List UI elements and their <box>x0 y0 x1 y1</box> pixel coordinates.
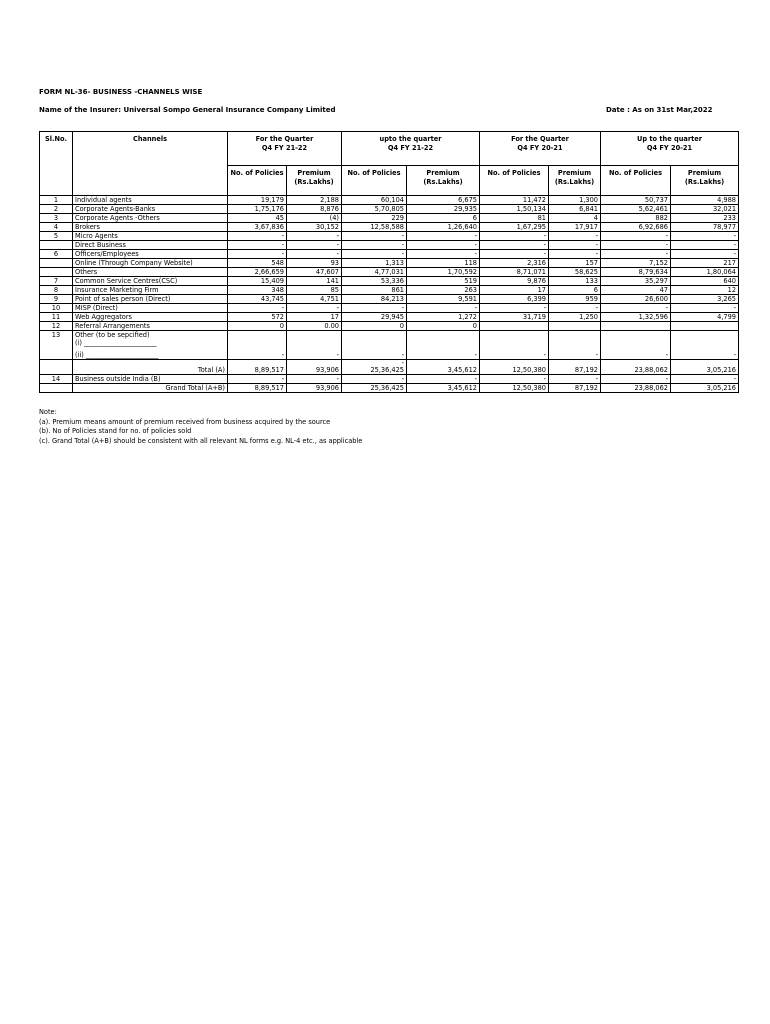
value-cell <box>601 322 671 331</box>
table-row <box>40 286 739 295</box>
value-cell <box>287 331 342 340</box>
insurer-name: Name of the Insurer: Universal Sompo General Insurance Company Limited <box>39 106 336 114</box>
row-channel: Officers/Employees <box>73 250 228 259</box>
table-row <box>40 223 739 232</box>
value-cell: - <box>342 250 407 259</box>
total-a-label: Total (A) <box>73 366 228 375</box>
value-cell: 47,607 <box>287 268 342 277</box>
row-slno: 2 <box>40 205 73 214</box>
value-cell: 5,62,461 <box>601 205 671 214</box>
value-cell <box>601 339 671 347</box>
sub-header-policies: No. of Policies <box>601 166 671 196</box>
row-channel: Brokers <box>73 223 228 232</box>
value-cell: - <box>287 241 342 250</box>
value-cell: 217 <box>671 259 739 268</box>
value-cell <box>480 339 549 347</box>
value-cell: 0 <box>407 322 480 331</box>
value-cell: 12 <box>671 286 739 295</box>
grand-total-label: Grand Total (A+B) <box>73 384 228 393</box>
value-cell: - <box>228 375 287 384</box>
value-cell <box>671 322 739 331</box>
value-cell <box>549 322 601 331</box>
value-cell: 6 <box>549 286 601 295</box>
row-slno: 6 <box>40 250 73 259</box>
table-row <box>40 375 739 384</box>
value-cell: - <box>228 347 287 360</box>
value-cell: - <box>407 304 480 313</box>
value-cell: 23,88,062 <box>601 384 671 393</box>
value-cell: 93,906 <box>287 384 342 393</box>
row-slno <box>40 366 73 375</box>
value-cell: 0.00 <box>287 322 342 331</box>
table-row <box>40 196 739 205</box>
value-cell: 6,841 <box>549 205 601 214</box>
period-header-2: For the Quarter Q4 FY 20-21 <box>480 132 601 166</box>
value-cell: (4) <box>287 214 342 223</box>
value-cell: 87,192 <box>549 384 601 393</box>
value-cell: 0 <box>342 322 407 331</box>
value-cell: 4,988 <box>671 196 739 205</box>
value-cell: 133 <box>549 277 601 286</box>
value-cell: 19,179 <box>228 196 287 205</box>
value-cell: 32,021 <box>671 205 739 214</box>
value-cell: - <box>342 360 407 367</box>
value-cell: 233 <box>671 214 739 223</box>
value-cell: 1,70,592 <box>407 268 480 277</box>
value-cell: - <box>407 375 480 384</box>
value-cell: 861 <box>342 286 407 295</box>
value-cell: 3,67,836 <box>228 223 287 232</box>
value-cell: 572 <box>228 313 287 322</box>
value-cell: 29,935 <box>407 205 480 214</box>
value-cell: 2,66,659 <box>228 268 287 277</box>
value-cell <box>671 331 739 340</box>
sub-header-policies: No. of Policies <box>342 166 407 196</box>
report-date: Date : As on 31st Mar,2022 <box>606 106 713 114</box>
note-b: (b). No of Policies stand for no. of policies sold <box>39 427 192 435</box>
value-cell: 7,152 <box>601 259 671 268</box>
value-cell: 12,50,380 <box>480 366 549 375</box>
row-slno <box>40 241 73 250</box>
value-cell: 3,265 <box>671 295 739 304</box>
value-cell: 8,89,517 <box>228 366 287 375</box>
value-cell: 8,89,517 <box>228 384 287 393</box>
value-cell: 8,71,071 <box>480 268 549 277</box>
value-cell <box>671 339 739 347</box>
value-cell <box>287 339 342 347</box>
value-cell: 959 <box>549 295 601 304</box>
row-channel: Direct Business <box>73 241 228 250</box>
value-cell: 548 <box>228 259 287 268</box>
value-cell <box>407 331 480 340</box>
value-cell: 4,751 <box>287 295 342 304</box>
value-cell: 519 <box>407 277 480 286</box>
value-cell: - <box>287 232 342 241</box>
value-cell: - <box>671 304 739 313</box>
value-cell: - <box>407 250 480 259</box>
table-row <box>40 304 739 313</box>
row-slno <box>40 259 73 268</box>
value-cell: - <box>601 241 671 250</box>
value-cell <box>342 331 407 340</box>
value-cell: 2,316 <box>480 259 549 268</box>
sub-header-policies: No. of Policies <box>228 166 287 196</box>
value-cell: 640 <box>671 277 739 286</box>
value-cell: 1,26,640 <box>407 223 480 232</box>
value-cell: 263 <box>407 286 480 295</box>
row-channel: Others <box>73 268 228 277</box>
row-channel: Individual agents <box>73 196 228 205</box>
value-cell: 93 <box>287 259 342 268</box>
value-cell: - <box>480 250 549 259</box>
row-channel: Corporate Agents-Banks <box>73 205 228 214</box>
value-cell <box>480 331 549 340</box>
value-cell: 1,67,295 <box>480 223 549 232</box>
value-cell: - <box>671 250 739 259</box>
value-cell: 0 <box>228 322 287 331</box>
value-cell: - <box>287 347 342 360</box>
row-channel: Other (to be sepcified) <box>73 331 228 340</box>
table-row <box>40 250 739 259</box>
row-channel: Point of sales person (Direct) <box>73 295 228 304</box>
value-cell: - <box>549 241 601 250</box>
row-channel: MISP (Direct) <box>73 304 228 313</box>
row-channel: (ii) ______________________ <box>73 347 228 360</box>
value-cell: 35,297 <box>601 277 671 286</box>
table-row <box>40 241 739 250</box>
value-cell: 3,45,612 <box>407 384 480 393</box>
table-row-other <box>40 339 739 347</box>
value-cell: - <box>342 241 407 250</box>
row-slno: 9 <box>40 295 73 304</box>
value-cell: - <box>549 304 601 313</box>
value-cell: - <box>480 375 549 384</box>
value-cell <box>480 322 549 331</box>
row-slno: 13 <box>40 331 73 340</box>
value-cell: - <box>228 241 287 250</box>
period-header-0: For the Quarter Q4 FY 21-22 <box>228 132 342 166</box>
value-cell: - <box>407 241 480 250</box>
value-cell <box>549 339 601 347</box>
sub-header-premium: Premium (Rs.Lakhs) <box>407 166 480 196</box>
col-header-slno: Sl.No. <box>40 132 73 196</box>
value-cell: 1,32,596 <box>601 313 671 322</box>
value-cell: - <box>549 375 601 384</box>
value-cell: 4,799 <box>671 313 739 322</box>
value-cell: 17 <box>480 286 549 295</box>
table-row-other <box>40 331 739 340</box>
value-cell: 85 <box>287 286 342 295</box>
value-cell: 31,719 <box>480 313 549 322</box>
value-cell: 2,188 <box>287 196 342 205</box>
value-cell: 29,945 <box>342 313 407 322</box>
value-cell: 229 <box>342 214 407 223</box>
value-cell: 12,50,380 <box>480 384 549 393</box>
total-a-row <box>40 366 739 375</box>
value-cell: 12,58,588 <box>342 223 407 232</box>
table-row <box>40 268 739 277</box>
value-cell: 78,977 <box>671 223 739 232</box>
header-row-periods <box>40 132 739 166</box>
value-cell: - <box>287 375 342 384</box>
value-cell: 93,906 <box>287 366 342 375</box>
row-channel: Referral Arrangements <box>73 322 228 331</box>
value-cell: 30,152 <box>287 223 342 232</box>
value-cell: - <box>480 241 549 250</box>
value-cell: 11,472 <box>480 196 549 205</box>
value-cell: - <box>601 304 671 313</box>
row-slno: 4 <box>40 223 73 232</box>
value-cell: 9,876 <box>480 277 549 286</box>
value-cell: - <box>549 232 601 241</box>
value-cell: 17,917 <box>549 223 601 232</box>
value-cell: - <box>601 375 671 384</box>
value-cell: - <box>549 250 601 259</box>
value-cell: 157 <box>549 259 601 268</box>
note-c: (c). Grand Total (A+B) should be consistent with all relevant NL forms e.g. NL-4 etc., as applicable <box>39 436 363 445</box>
value-cell: 348 <box>228 286 287 295</box>
row-slno <box>40 384 73 393</box>
row-channel: Insurance Marketing Firm <box>73 286 228 295</box>
value-cell: 6,399 <box>480 295 549 304</box>
sub-header-premium: Premium (Rs.Lakhs) <box>549 166 601 196</box>
period-header-3: Up to the quarter Q4 FY 20-21 <box>601 132 739 166</box>
row-slno: 7 <box>40 277 73 286</box>
value-cell: 3,45,612 <box>407 366 480 375</box>
value-cell <box>601 331 671 340</box>
value-cell: 47 <box>601 286 671 295</box>
row-slno: 11 <box>40 313 73 322</box>
value-cell: - <box>407 232 480 241</box>
table-row <box>40 295 739 304</box>
value-cell: - <box>671 241 739 250</box>
value-cell: 84,213 <box>342 295 407 304</box>
value-cell: 60,104 <box>342 196 407 205</box>
notes <box>39 408 362 446</box>
value-cell: 58,625 <box>549 268 601 277</box>
table-row <box>40 259 739 268</box>
row-channel: Micro Agents <box>73 232 228 241</box>
value-cell: 1,75,176 <box>228 205 287 214</box>
value-cell: - <box>601 347 671 360</box>
value-cell: 15,409 <box>228 277 287 286</box>
value-cell: - <box>228 250 287 259</box>
table-row <box>40 214 739 223</box>
table-row <box>40 277 739 286</box>
row-channel: Common Service Centres(CSC) <box>73 277 228 286</box>
value-cell: 4,77,031 <box>342 268 407 277</box>
value-cell <box>407 339 480 347</box>
value-cell: - <box>228 232 287 241</box>
value-cell: 3,05,216 <box>671 384 739 393</box>
value-cell: 53,336 <box>342 277 407 286</box>
value-cell: - <box>228 304 287 313</box>
row-slno: 12 <box>40 322 73 331</box>
col-header-channels: Channels <box>73 132 228 196</box>
value-cell: 6,92,686 <box>601 223 671 232</box>
sub-header-policies: No. of Policies <box>480 166 549 196</box>
value-cell: - <box>342 375 407 384</box>
row-slno: 14 <box>40 375 73 384</box>
value-cell: - <box>342 347 407 360</box>
value-cell: 1,300 <box>549 196 601 205</box>
value-cell: - <box>601 232 671 241</box>
table-row-other <box>40 347 739 360</box>
table-row <box>40 322 739 331</box>
value-cell: 1,50,134 <box>480 205 549 214</box>
value-cell: 25,36,425 <box>342 384 407 393</box>
value-cell: 1,313 <box>342 259 407 268</box>
row-slno <box>40 268 73 277</box>
value-cell: 6 <box>407 214 480 223</box>
value-cell: 1,80,064 <box>671 268 739 277</box>
notes-title: Note: <box>39 408 57 416</box>
value-cell: 1,250 <box>549 313 601 322</box>
row-slno <box>40 347 73 360</box>
value-cell: 6,675 <box>407 196 480 205</box>
value-cell: - <box>480 232 549 241</box>
value-cell: 1,272 <box>407 313 480 322</box>
value-cell: 9,591 <box>407 295 480 304</box>
row-slno: 5 <box>40 232 73 241</box>
row-channel: Business outside India (B) <box>73 375 228 384</box>
value-cell: 17 <box>287 313 342 322</box>
row-slno: 8 <box>40 286 73 295</box>
row-slno <box>40 339 73 347</box>
value-cell: - <box>480 347 549 360</box>
value-cell: 87,192 <box>549 366 601 375</box>
row-channel: Corporate Agents -Others <box>73 214 228 223</box>
value-cell: 8,79,634 <box>601 268 671 277</box>
value-cell: 43,745 <box>228 295 287 304</box>
value-cell: - <box>342 232 407 241</box>
value-cell: 25,36,425 <box>342 366 407 375</box>
period-header-1: upto the quarter Q4 FY 21-22 <box>342 132 480 166</box>
value-cell <box>228 331 287 340</box>
row-channel: Online (Through Company Website) <box>73 259 228 268</box>
value-cell: - <box>287 250 342 259</box>
value-cell: 3,05,216 <box>671 366 739 375</box>
row-channel: Web Aggregators <box>73 313 228 322</box>
value-cell: - <box>671 375 739 384</box>
value-cell <box>228 339 287 347</box>
grand-total-row <box>40 384 739 393</box>
value-cell: 141 <box>287 277 342 286</box>
value-cell: - <box>342 304 407 313</box>
table-row <box>40 205 739 214</box>
value-cell: 4 <box>549 214 601 223</box>
value-cell: 882 <box>601 214 671 223</box>
row-channel: (i) ______________________ <box>73 339 228 347</box>
sub-header-premium: Premium (Rs.Lakhs) <box>671 166 739 196</box>
table-row <box>40 232 739 241</box>
value-cell: 26,600 <box>601 295 671 304</box>
value-cell: 81 <box>480 214 549 223</box>
value-cell: - <box>671 232 739 241</box>
value-cell: - <box>601 250 671 259</box>
value-cell: 50,737 <box>601 196 671 205</box>
value-cell: 118 <box>407 259 480 268</box>
row-slno: 3 <box>40 214 73 223</box>
channels-table <box>39 131 739 393</box>
value-cell: - <box>549 347 601 360</box>
value-cell <box>342 339 407 347</box>
value-cell <box>549 331 601 340</box>
value-cell: 45 <box>228 214 287 223</box>
value-cell: - <box>407 347 480 360</box>
row-slno: 10 <box>40 304 73 313</box>
value-cell: 23,88,062 <box>601 366 671 375</box>
value-cell: - <box>671 347 739 360</box>
sub-header-premium: Premium (Rs.Lakhs) <box>287 166 342 196</box>
form-title: FORM NL-36- BUSINESS -CHANNELS WISE <box>39 88 203 96</box>
note-a: (a). Premium means amount of premium received from business acquired by the source <box>39 417 331 426</box>
value-cell: 5,70,805 <box>342 205 407 214</box>
table-row <box>40 313 739 322</box>
value-cell: - <box>287 304 342 313</box>
row-slno: 1 <box>40 196 73 205</box>
value-cell: 8,876 <box>287 205 342 214</box>
value-cell: - <box>480 304 549 313</box>
